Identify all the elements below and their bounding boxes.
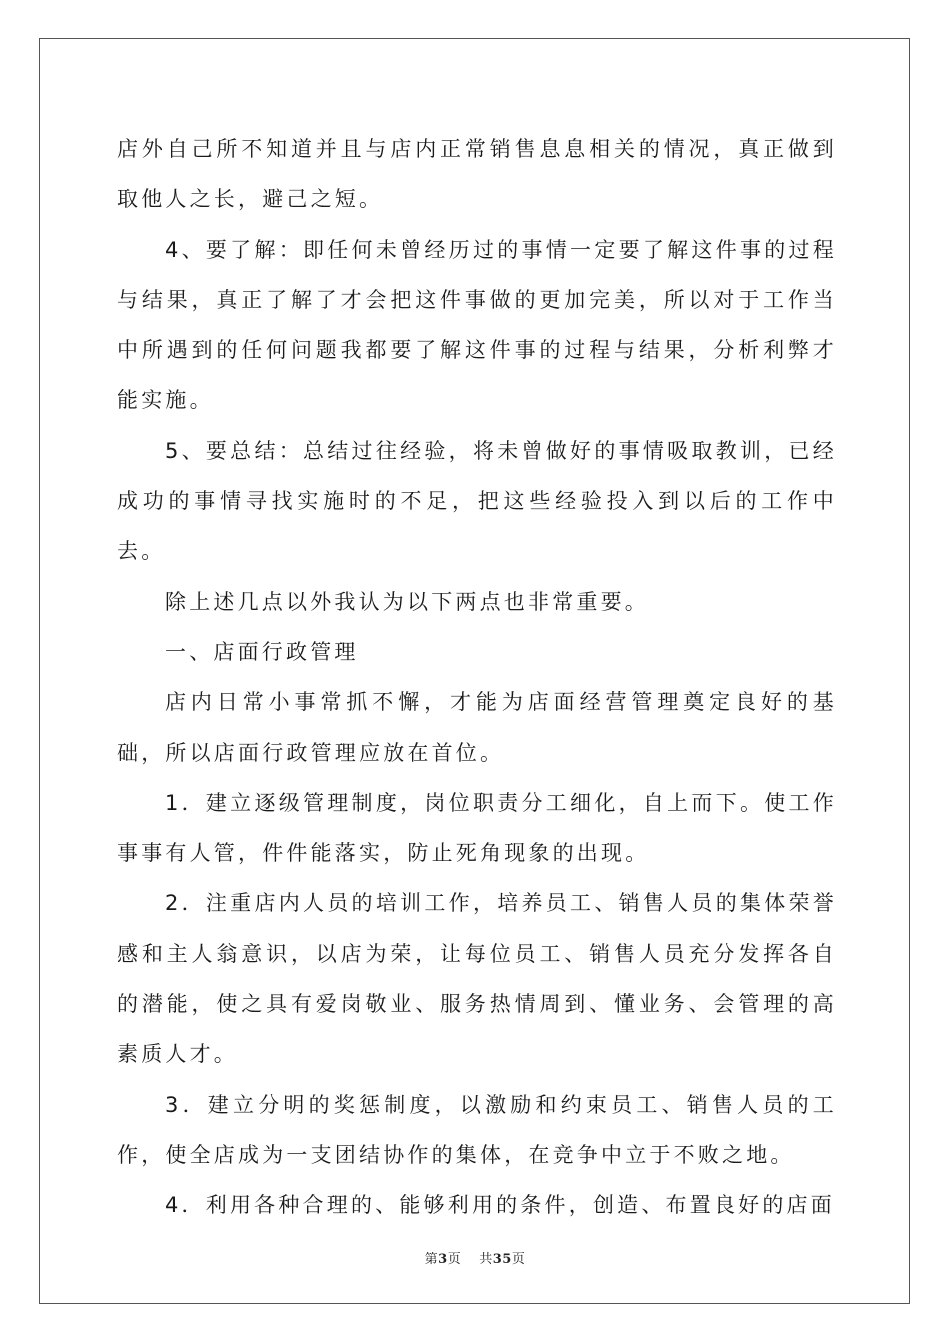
page-number: 3	[438, 1252, 448, 1267]
page-suffix: 页	[447, 1252, 462, 1267]
total-prefix: 共	[479, 1252, 493, 1267]
total-suffix: 页	[511, 1252, 526, 1267]
paragraph-admin-1: 1．建立逐级管理制度，岗位职责分工细化，自上而下。使工作事事有人管，件件能落实，防止死角现象的出现。	[117, 790, 837, 866]
paragraph-admin-2: 2．注重店内人员的培训工作，培养员工、销售人员的集体荣誉感和主人翁意识，以店为荣，让每位员工、销售人员充分发挥各自的潜能，使之具有爱岗敬业、服务热情周到、懂业务、会管理的高素质人才。	[117, 891, 837, 1067]
total-pages: 35	[492, 1252, 512, 1267]
paragraph-admin-3: 3．建立分明的奖惩制度，以激励和约束员工、销售人员的工作，使全店成为一支团结协作的集体，在竞争中立于不败之地。	[117, 1092, 837, 1167]
paragraph-admin-4: 4．利用各种合理的、能够利用的条件，创造、布置良好的店面	[165, 1193, 835, 1218]
document-body	[117, 124, 837, 1231]
paragraph-item-4-understand: 4、要了解：即任何未曾经历过的事情一定要了解这件事的过程与结果，真正了解了才会把这件事做的更加完美，所以对于工作当中所遇到的任何问题我都要了解这件事的过程与结果，分析利弊才能实施。	[117, 237, 837, 413]
paragraph-admin-intro: 店内日常小事常抓不懈，才能为店面经营管理奠定良好的基础，所以店面行政管理应放在首位。	[117, 690, 837, 765]
paragraph-item-5-summarize: 5、要总结：总结过往经验，将未曾做好的事情吸取教训，已经成功的事情寻找实施时的不足，把这些经验投入到以后的工作中去。	[117, 438, 837, 564]
page-footer	[0, 1248, 950, 1267]
paragraph-intro-two-points: 除上述几点以外我认为以下两点也非常重要。	[165, 589, 649, 614]
page-prefix: 第	[424, 1252, 439, 1267]
paragraph-continuation: 店外自己所不知道并且与店内正常销售息息相关的情况，真正做到取他人之长，避己之短。	[117, 137, 837, 212]
section-heading-admin: 一、店面行政管理	[165, 639, 359, 664]
